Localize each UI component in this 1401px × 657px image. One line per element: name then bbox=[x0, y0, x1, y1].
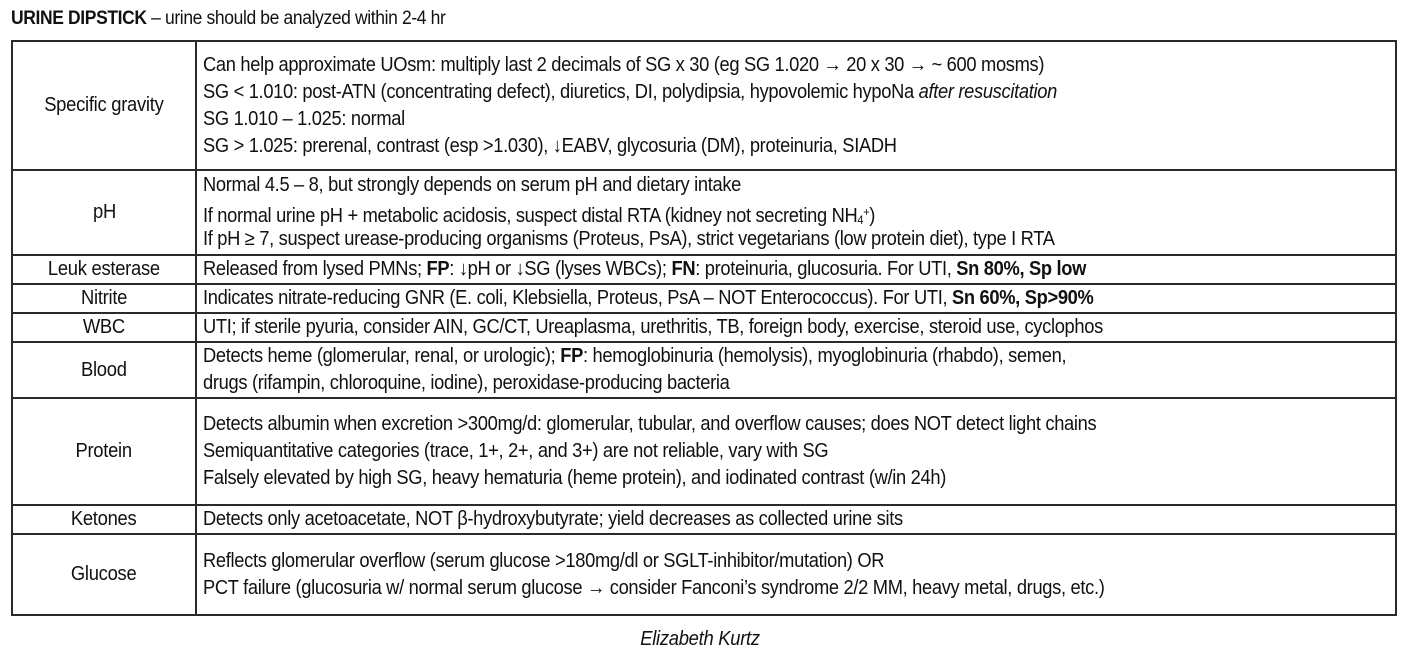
parameter-label: pH bbox=[92, 201, 116, 223]
page-title-subtitle: – urine should be analyzed within 2-4 hr bbox=[146, 8, 446, 29]
description-line bbox=[203, 199, 1294, 226]
description-line bbox=[203, 411, 1294, 438]
description-line bbox=[203, 52, 1294, 79]
text-segment: SG 1.010 – 1.025: normal bbox=[203, 107, 405, 130]
emphasis-text: Sn 60%, Sp>90% bbox=[952, 287, 1094, 309]
emphasis-text: FP bbox=[426, 258, 450, 280]
description-cell bbox=[196, 534, 1396, 615]
table-row-ph bbox=[12, 170, 1396, 255]
table-row-blood bbox=[12, 342, 1396, 398]
description-line bbox=[203, 106, 1294, 133]
dipstick-table bbox=[11, 40, 1397, 616]
text-segment: UTI; if sterile pyuria, consider AIN, GC/CT, Ureaplasma, urethritis, TB, foreign body, exercise, steroid use, cyclophos bbox=[203, 316, 1103, 338]
parameter-cell bbox=[12, 534, 196, 615]
description-line bbox=[203, 548, 1294, 575]
description-cell bbox=[196, 284, 1396, 313]
parameter-cell bbox=[12, 41, 196, 170]
text-segment: Detects heme (glomerular, renal, or urologic); bbox=[203, 345, 561, 367]
description-line bbox=[203, 575, 1294, 602]
text-segment: : hemoglobinuria (hemolysis), myoglobinuria (rhabdo), semen, bbox=[582, 345, 1067, 367]
author-name: Elizabeth Kurtz bbox=[640, 628, 761, 650]
parameter-cell bbox=[12, 170, 196, 255]
description-line bbox=[203, 314, 1294, 341]
table-row-glucose bbox=[12, 534, 1396, 615]
table-row-wbc bbox=[12, 313, 1396, 342]
description-line bbox=[203, 506, 1294, 533]
text-segment: If normal urine pH + metabolic acidosis, suspect distal RTA (kidney not secreting NH bbox=[203, 205, 858, 227]
text-segment: Detects only acetoacetate, NOT β-hydroxybutyrate; yield decreases as collected urine sits bbox=[203, 508, 903, 530]
emphasis-text: FN bbox=[671, 258, 696, 280]
text-segment: Can help approximate UOsm: multiply last 2 decimals of SG x 30 (eg SG 1.020 → 20 x 30 → ~ 600 mosms) bbox=[203, 53, 1045, 76]
description-line bbox=[203, 256, 1294, 283]
description-line bbox=[203, 79, 1294, 106]
parameter-label: Nitrite bbox=[80, 287, 128, 309]
emphasis-text: Sn 80%, Sp low bbox=[956, 258, 1087, 280]
parameter-cell bbox=[12, 255, 196, 284]
dipstick-table-body bbox=[12, 41, 1396, 615]
parameter-label: Ketones bbox=[71, 508, 137, 530]
parameter-label: Specific gravity bbox=[44, 94, 164, 116]
description-cell bbox=[196, 41, 1396, 170]
text-segment: SG > 1.025: prerenal, contrast (esp >1.030), ↓EABV, glycosuria (DM), proteinuria, SIADH bbox=[203, 134, 897, 157]
parameter-cell bbox=[12, 505, 196, 534]
text-segment: If pH ≥ 7, suspect urease-producing organisms (Proteus, PsA), strict vegetarians (low protein diet), type I RTA bbox=[203, 228, 1055, 250]
text-segment: Falsely elevated by high SG, heavy hematuria (heme protein), and iodinated contrast (w/in 24h) bbox=[203, 467, 946, 489]
emphasis-text: FP bbox=[560, 345, 583, 367]
description-line bbox=[203, 370, 1294, 397]
table-row-ketones bbox=[12, 505, 1396, 534]
text-segment: Semiquantitative categories (trace, 1+, 2+, and 3+) are not reliable, vary with SG bbox=[203, 440, 829, 462]
parameter-label: Protein bbox=[75, 440, 133, 462]
table-row-leuk-esterase bbox=[12, 255, 1396, 284]
description-line bbox=[203, 343, 1294, 370]
page-title bbox=[11, 7, 445, 31]
text-segment: Detects albumin when excretion >300mg/d: glomerular, tubular, and overflow causes; does NOT detect light chains bbox=[203, 413, 1097, 435]
table-row-protein bbox=[12, 398, 1396, 505]
description-cell bbox=[196, 342, 1396, 398]
text-segment: Reflects glomerular overflow (serum glucose >180mg/dl or SGLT-inhibitor/mutation) OR bbox=[203, 549, 885, 572]
parameter-label: Blood bbox=[81, 358, 127, 381]
parameter-label: Leuk esterase bbox=[47, 258, 161, 280]
description-line bbox=[203, 172, 1294, 199]
parameter-cell bbox=[12, 398, 196, 505]
table-row-nitrite bbox=[12, 284, 1396, 313]
text-segment: + bbox=[863, 205, 870, 219]
description-cell bbox=[196, 170, 1396, 255]
text-segment: Released from lysed PMNs; bbox=[203, 258, 427, 280]
description-line bbox=[203, 465, 1294, 492]
parameter-label: WBC bbox=[82, 316, 126, 338]
text-segment: : proteinuria, glucosuria. For UTI, bbox=[695, 258, 957, 280]
table-row-specific-gravity bbox=[12, 41, 1396, 170]
page-title-bold: URINE DIPSTICK bbox=[11, 8, 147, 29]
text-segment: Indicates nitrate-reducing GNR (E. coli, Klebsiella, Proteus, PsA – NOT Enterococcus). For UTI, bbox=[203, 287, 953, 309]
parameter-cell bbox=[12, 342, 196, 398]
parameter-label: Glucose bbox=[71, 563, 137, 585]
text-segment: PCT failure (glucosuria w/ normal serum glucose → consider Fanconi’s syndrome 2/2 MM, heavy metal, drugs, etc.) bbox=[203, 576, 1105, 599]
description-cell bbox=[196, 313, 1396, 342]
description-line bbox=[203, 133, 1294, 160]
text-segment: drugs (rifampin, chloroquine, iodine), peroxidase-producing bacteria bbox=[203, 372, 730, 394]
text-segment: 4 bbox=[857, 213, 864, 227]
parameter-cell bbox=[12, 313, 196, 342]
text-segment: ) bbox=[869, 205, 876, 227]
description-line bbox=[203, 226, 1294, 253]
author-credit bbox=[0, 628, 1401, 651]
italic-text: after resuscitation bbox=[918, 80, 1057, 103]
text-segment: Normal 4.5 – 8, but strongly depends on serum pH and dietary intake bbox=[203, 174, 742, 196]
text-segment: SG < 1.010: post-ATN (concentrating defect), diuretics, DI, polydipsia, hypovolemic hypoNa bbox=[203, 80, 919, 103]
description-cell bbox=[196, 398, 1396, 505]
description-line bbox=[203, 438, 1294, 465]
description-cell bbox=[196, 505, 1396, 534]
description-cell bbox=[196, 255, 1396, 284]
description-line bbox=[203, 285, 1294, 312]
parameter-cell bbox=[12, 284, 196, 313]
text-segment: : ↓pH or ↓SG (lyses WBCs); bbox=[449, 258, 672, 280]
